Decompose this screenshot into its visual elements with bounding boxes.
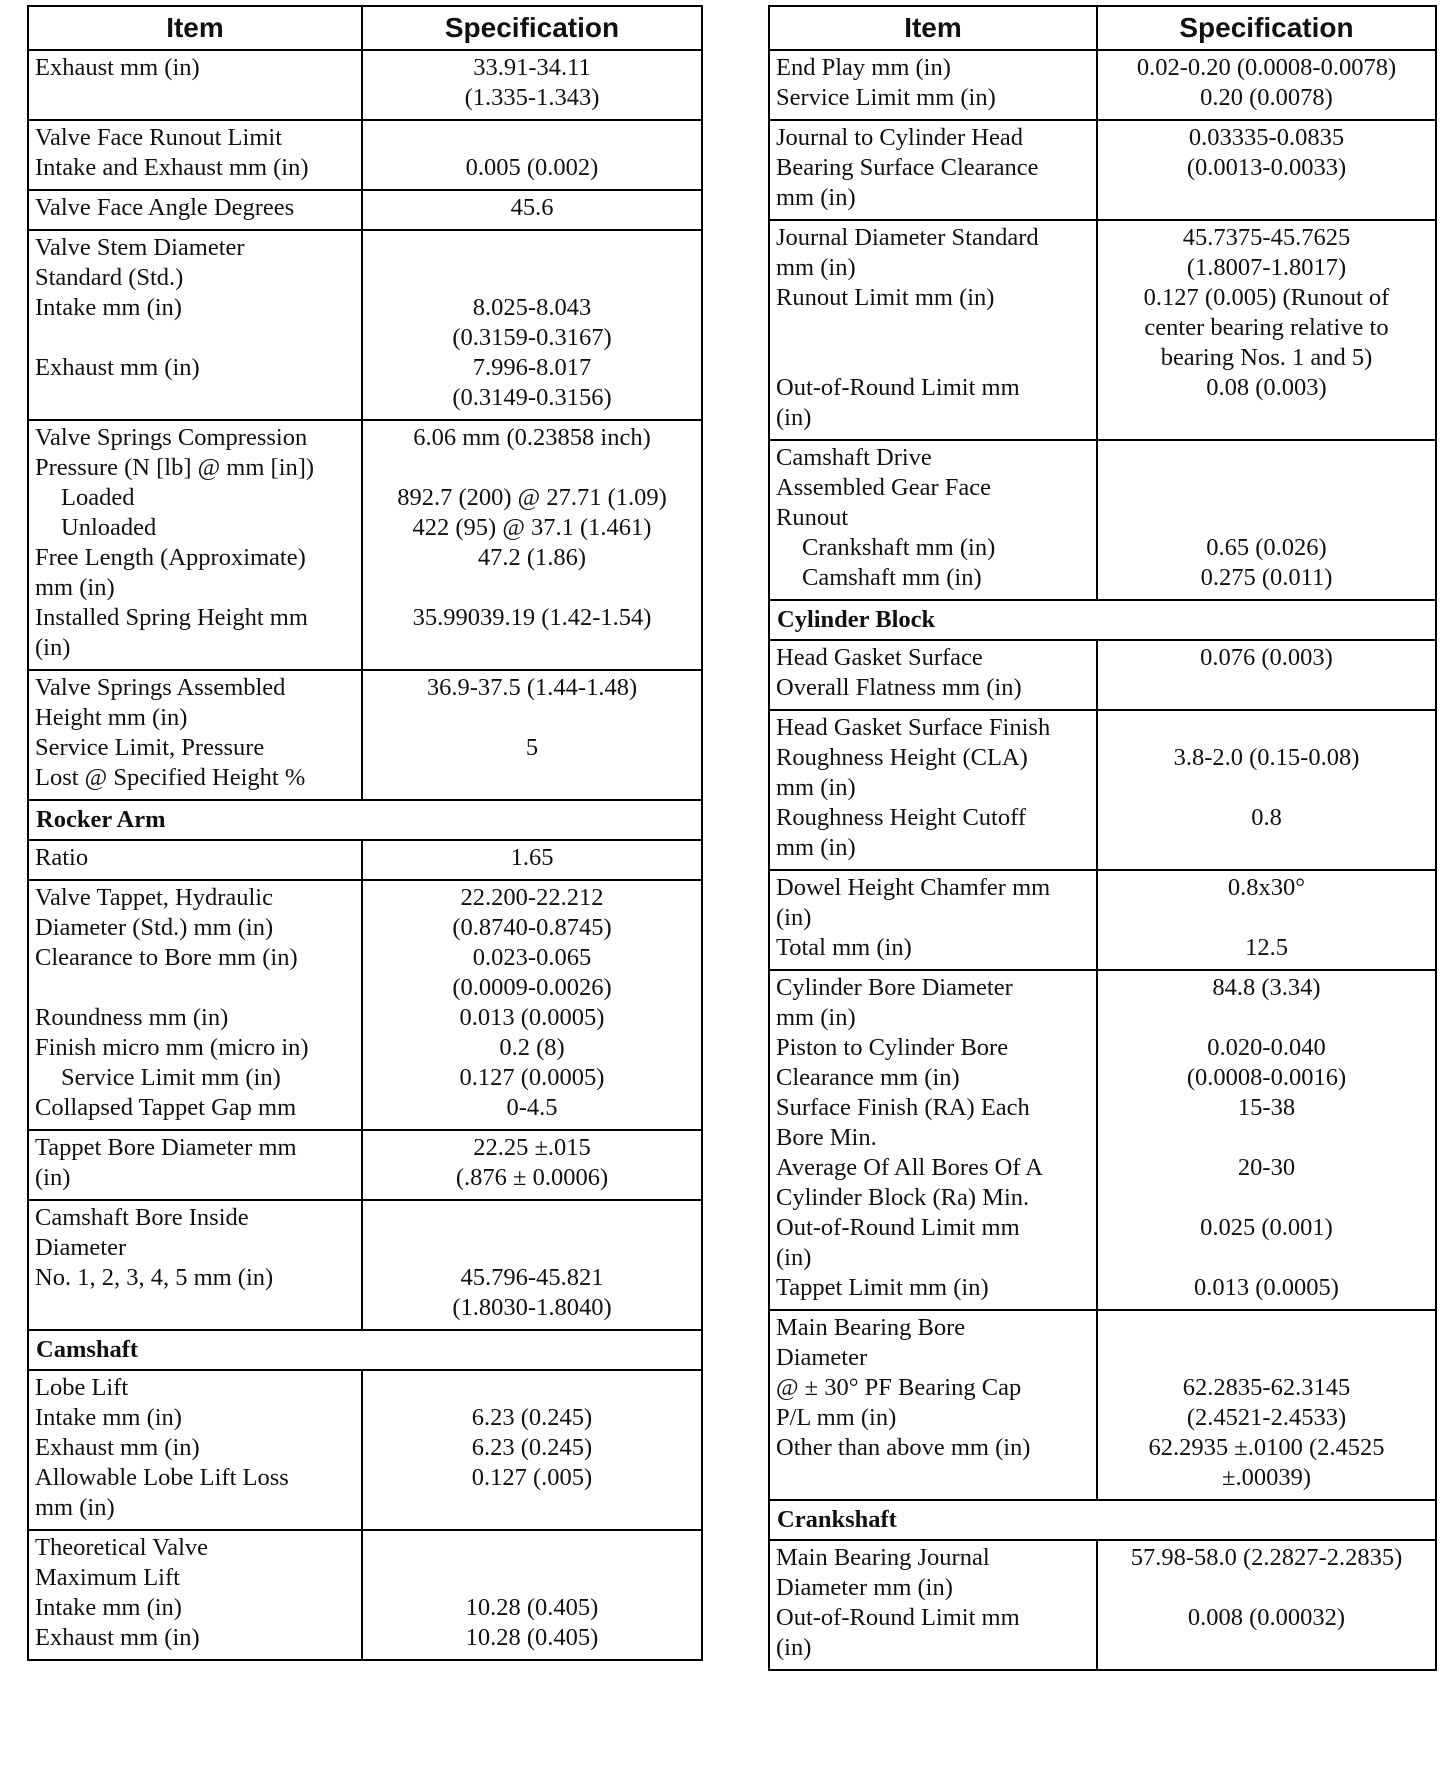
table-row (769, 1540, 1436, 1670)
spec-line (1104, 403, 1429, 433)
spec-line: (1.335-1.343) (464, 84, 600, 111)
item-line: Standard (Std.) (35, 264, 184, 291)
spec-line: 36.9-37.5 (1.44-1.48) (426, 674, 638, 701)
spec-line: 7.996-8.017 (472, 354, 592, 381)
item-line: Diameter mm (in) (776, 1573, 953, 1601)
spec-line: ±.00039) (1222, 1463, 1311, 1491)
spec-line: center bearing relative to (1144, 314, 1389, 341)
item-line: No. 1, 2, 3, 4, 5 mm (in) (35, 1263, 274, 1291)
item-line (776, 313, 1090, 343)
item-line: Diameter (35, 1233, 127, 1261)
table-row (28, 840, 702, 880)
spec-line: 0.2 (8) (499, 1033, 565, 1061)
table-header-row (769, 6, 1436, 50)
item-cell (769, 1540, 1097, 1670)
spec-line: 0.275 (0.011) (1200, 564, 1333, 591)
item-line: Other than above mm (in) (776, 1433, 1031, 1461)
item-line: Journal to Cylinder Head (776, 124, 1023, 151)
item-line: Pressure (N [lb] @ mm [in]) (35, 454, 315, 481)
table-row (28, 1530, 702, 1660)
spec-line: 10.28 (0.405) (465, 1623, 599, 1651)
spec-line: 35.99039.19 (1.42-1.54) (412, 604, 652, 631)
item-cell (769, 120, 1097, 220)
spec-line (1104, 183, 1429, 213)
item-line: (in) (776, 903, 812, 931)
spec-cell (362, 420, 702, 670)
spec-line: 0.20 (0.0078) (1200, 84, 1333, 111)
item-line: Journal Diameter Standard (776, 224, 1039, 251)
spec-line: 0.65 (0.026) (1206, 534, 1327, 561)
item-line: Roughness Height Cutoff (776, 803, 1026, 831)
spec-table-right-body (769, 50, 1436, 1670)
spec-line: 0.025 (0.001) (1200, 1213, 1333, 1241)
spec-line (1104, 773, 1429, 803)
spec-line: 20-30 (1237, 1153, 1296, 1181)
spec-table-right (768, 5, 1437, 1671)
item-line: Crankshaft mm (in) (802, 534, 996, 561)
spec-cell (362, 190, 702, 230)
item-line: Lobe Lift (35, 1373, 129, 1401)
item-line: Finish micro mm (micro in) (35, 1033, 309, 1061)
spec-line (1104, 713, 1429, 743)
spec-line: 62.2835-62.3145 (1182, 1373, 1351, 1401)
item-line (776, 1463, 1090, 1493)
spec-line: 0.005 (0.002) (465, 154, 599, 181)
spec-line: 84.8 (3.34) (1212, 973, 1321, 1001)
table-row (769, 1310, 1436, 1500)
spec-line (369, 233, 695, 263)
item-cell (28, 1200, 362, 1330)
spec-cell (362, 50, 702, 120)
item-line (35, 83, 355, 113)
spec-cell (362, 670, 702, 800)
item-cell (769, 220, 1097, 440)
spec-line (1104, 673, 1429, 703)
spec-cell (362, 1370, 702, 1530)
table-row (28, 420, 702, 670)
item-line: Assembled Gear Face (776, 474, 991, 501)
item-line: Runout (776, 504, 849, 531)
spec-line (1104, 1183, 1429, 1213)
spec-line (1104, 1573, 1429, 1603)
spec-cell (362, 230, 702, 420)
item-cell (28, 1370, 362, 1530)
item-line: mm (in) (35, 1493, 115, 1521)
item-line: Main Bearing Journal (776, 1543, 990, 1571)
spec-line (369, 263, 695, 293)
spec-line: bearing Nos. 1 and 5) (1160, 344, 1373, 371)
column-header-specification: Specification (1097, 6, 1436, 50)
item-line: Head Gasket Surface Finish (776, 713, 1051, 741)
spec-cell (362, 880, 702, 1130)
item-line: P/L mm (in) (776, 1403, 897, 1431)
item-line: @ ± 30° PF Bearing Cap (776, 1373, 1022, 1401)
spec-line: 1.65 (510, 843, 554, 871)
spec-line: 45.6 (510, 194, 554, 221)
item-line: Piston to Cylinder Bore (776, 1033, 1009, 1061)
spec-line: 0.8 (1251, 803, 1282, 831)
spec-line: 47.2 (1.86) (477, 544, 587, 571)
spec-line: 3.8-2.0 (0.15-0.08) (1173, 743, 1360, 771)
item-line: Diameter (776, 1343, 868, 1371)
section-title: Rocker Arm (28, 800, 702, 840)
item-line: mm (in) (776, 773, 856, 801)
item-line: Head Gasket Surface (776, 643, 983, 671)
item-line: Exhaust mm (in) (35, 354, 200, 381)
section-header-row (28, 800, 702, 840)
spec-line: 6.06 mm (0.23858 inch) (413, 424, 651, 451)
spec-line: 6.23 (0.245) (471, 1403, 593, 1431)
spec-line: 0.02-0.20 (0.0008-0.0078) (1136, 54, 1397, 81)
table-row (769, 640, 1436, 710)
item-line: Camshaft mm (in) (802, 564, 982, 591)
spec-line: 15-38 (1237, 1093, 1296, 1121)
item-line: Runout Limit mm (in) (776, 284, 995, 311)
column-header-specification: Specification (362, 6, 702, 50)
table-header-row (28, 6, 702, 50)
item-line: (in) (35, 634, 71, 661)
item-cell (769, 970, 1097, 1310)
spec-cell (362, 840, 702, 880)
item-line: Surface Finish (RA) Each (776, 1093, 1030, 1121)
item-cell (28, 670, 362, 800)
spec-line: 6.23 (0.245) (471, 1433, 593, 1461)
spec-cell (1097, 710, 1436, 870)
spec-line: 0.127 (.005) (471, 1463, 593, 1491)
spec-line: 45.796-45.821 (460, 1263, 604, 1291)
table-row (28, 1200, 702, 1330)
spec-cell (362, 1530, 702, 1660)
item-line: Intake mm (in) (35, 294, 182, 321)
spec-line (369, 1233, 695, 1263)
spec-table-left (27, 5, 703, 1661)
spec-line: (0.0009-0.0026) (452, 973, 612, 1001)
spec-line (1104, 1243, 1429, 1273)
item-cell (769, 1310, 1097, 1500)
item-line: Valve Stem Diameter (35, 234, 245, 261)
spec-line (1104, 473, 1429, 503)
spec-cell (362, 1130, 702, 1200)
spec-line: 0.013 (0.0005) (1194, 1273, 1339, 1301)
spec-line: 0.008 (0.00032) (1187, 1603, 1346, 1631)
item-cell (28, 120, 362, 190)
spec-line: 0.023-0.065 (472, 943, 592, 971)
item-line: Height mm (in) (35, 704, 188, 731)
item-line: Tappet Limit mm (in) (776, 1273, 989, 1301)
spec-line: 0.076 (0.003) (1200, 643, 1333, 671)
item-line: (in) (776, 1243, 812, 1271)
spec-line (369, 123, 695, 153)
table-row (769, 970, 1436, 1310)
spec-cell (1097, 970, 1436, 1310)
item-line: Lost @ Specified Height % (35, 764, 306, 791)
spec-line: (0.0008-0.0016) (1186, 1063, 1347, 1091)
item-line: Valve Springs Assembled (35, 674, 286, 701)
spec-line: 0.03335-0.0835 (1188, 124, 1345, 151)
spec-cell (362, 120, 702, 190)
item-line: mm (in) (776, 254, 856, 281)
spec-line (1104, 1313, 1429, 1343)
item-line: Service Limit, Pressure (35, 734, 265, 761)
item-line: Unloaded (61, 514, 157, 541)
item-cell (769, 870, 1097, 970)
spec-line (369, 1203, 695, 1233)
item-line: Out-of-Round Limit mm (776, 1213, 1020, 1241)
item-line: Roundness mm (in) (35, 1003, 229, 1031)
item-cell (28, 50, 362, 120)
spec-line (369, 1493, 695, 1523)
spec-line (1104, 1003, 1429, 1033)
spec-line (1104, 1343, 1429, 1373)
item-cell (28, 1530, 362, 1660)
item-line: Allowable Lobe Lift Loss (35, 1463, 289, 1491)
item-line: Dowel Height Chamfer mm (776, 873, 1051, 901)
item-line: Valve Tappet, Hydraulic (35, 883, 273, 911)
item-line: Collapsed Tappet Gap mm (35, 1093, 297, 1121)
item-line: Free Length (Approximate) (35, 544, 306, 571)
item-line: Intake and Exhaust mm (in) (35, 154, 309, 181)
spec-line: 0-4.5 (506, 1093, 558, 1121)
spec-line: 0.127 (0.005) (Runout of (1143, 284, 1390, 311)
item-cell (769, 50, 1097, 120)
item-line: Camshaft Drive (776, 444, 932, 471)
item-line (35, 1293, 355, 1323)
spec-line: 22.200-22.212 (460, 883, 604, 911)
item-cell (28, 840, 362, 880)
item-line: Valve Face Runout Limit (35, 124, 282, 151)
table-row (28, 230, 702, 420)
item-line: Clearance mm (in) (776, 1063, 960, 1091)
spec-cell (362, 1200, 702, 1330)
item-line: Main Bearing Bore (776, 1313, 966, 1341)
item-line: mm (in) (776, 184, 856, 211)
spec-line: (2.4521-2.4533) (1186, 1403, 1347, 1431)
spec-line (369, 1563, 695, 1593)
spec-line (369, 763, 695, 793)
table-row (769, 440, 1436, 600)
column-header-item: Item (769, 6, 1097, 50)
item-line (776, 343, 1090, 373)
spec-line: 5 (525, 734, 539, 761)
item-line: End Play mm (in) (776, 54, 951, 81)
spec-cell (1097, 50, 1436, 120)
table-row (769, 710, 1436, 870)
item-line: Diameter (Std.) mm (in) (35, 913, 274, 941)
item-line: Out-of-Round Limit mm (776, 1603, 1020, 1631)
spec-line (1104, 503, 1429, 533)
spec-line (1104, 443, 1429, 473)
spec-line: (.876 ± 0.0006) (455, 1163, 609, 1191)
table-row (28, 1130, 702, 1200)
item-line: Clearance to Bore mm (in) (35, 943, 298, 971)
table-row (28, 1370, 702, 1530)
item-line: Exhaust mm (in) (35, 1623, 200, 1651)
column-header-item: Item (28, 6, 362, 50)
spec-line: 22.25 ±.015 (473, 1133, 591, 1161)
spec-line (369, 1533, 695, 1563)
item-line: Theoretical Valve (35, 1533, 209, 1561)
spec-line: (1.8007-1.8017) (1186, 254, 1347, 281)
spec-line (369, 633, 695, 663)
item-line: Exhaust mm (in) (35, 54, 200, 81)
spec-line: 33.91-34.11 (473, 54, 591, 81)
spec-line: 892.7 (200) @ 27.71 (1.09) (397, 484, 667, 511)
item-line: Intake mm (in) (35, 1403, 182, 1431)
table-row (28, 880, 702, 1130)
table-row (769, 220, 1436, 440)
spec-line: 422 (95) @ 37.1 (1.461) (412, 514, 652, 541)
section-header-row (28, 1330, 702, 1370)
spec-line (1104, 1633, 1429, 1663)
section-header-row (769, 1500, 1436, 1540)
item-line: Service Limit mm (in) (61, 1063, 281, 1091)
spec-line (369, 573, 695, 603)
item-cell (28, 190, 362, 230)
spec-line: 0.08 (0.003) (1206, 374, 1327, 401)
spec-cell (1097, 870, 1436, 970)
item-line: mm (in) (776, 1003, 856, 1031)
spec-cell (1097, 120, 1436, 220)
table-row (28, 120, 702, 190)
spec-line: (0.0013-0.0033) (1186, 154, 1347, 181)
spec-cell (1097, 640, 1436, 710)
spec-line (1104, 903, 1429, 933)
item-line: Total mm (in) (776, 933, 912, 961)
item-line (35, 973, 355, 1003)
item-line: Valve Springs Compression (35, 424, 308, 451)
spec-line: 0.8x30° (1227, 873, 1306, 901)
item-line: Cylinder Bore Diameter (776, 973, 1013, 1001)
section-title: Camshaft (28, 1330, 702, 1370)
spec-table-left-body (28, 50, 702, 1660)
table-row (769, 120, 1436, 220)
spec-line (369, 1373, 695, 1403)
table-row (28, 50, 702, 120)
spec-line: 8.025-8.043 (472, 294, 592, 321)
item-cell (28, 230, 362, 420)
spec-line: 45.7375-45.7625 (1182, 224, 1351, 251)
item-line: Overall Flatness mm (in) (776, 673, 1022, 701)
item-line: Out-of-Round Limit mm (776, 374, 1020, 401)
item-line: mm (in) (776, 833, 856, 861)
section-header-row (769, 600, 1436, 640)
item-line: Intake mm (in) (35, 1593, 182, 1621)
spec-line (1104, 1123, 1429, 1153)
item-cell (28, 880, 362, 1130)
item-line: Valve Face Angle Degrees (35, 194, 295, 221)
item-line (35, 383, 355, 413)
item-line: Average Of All Bores Of A (776, 1153, 1043, 1181)
spec-line: (0.3159-0.3167) (452, 324, 612, 351)
spec-line: (1.8030-1.8040) (452, 1293, 612, 1321)
item-line (35, 323, 355, 353)
spec-cell (1097, 220, 1436, 440)
table-row (769, 870, 1436, 970)
table-row (28, 670, 702, 800)
item-line: Maximum Lift (35, 1563, 180, 1591)
item-line: Service Limit mm (in) (776, 84, 996, 111)
spec-line: 62.2935 ±.0100 (2.4525 (1148, 1433, 1385, 1461)
section-title: Crankshaft (769, 1500, 1436, 1540)
spec-cell (1097, 440, 1436, 600)
spec-line: 0.127 (0.0005) (459, 1063, 605, 1091)
item-cell (769, 640, 1097, 710)
item-line: Tappet Bore Diameter mm (35, 1133, 297, 1161)
section-title: Cylinder Block (769, 600, 1436, 640)
item-cell (769, 710, 1097, 870)
item-line: mm (in) (35, 574, 115, 601)
spec-line: 12.5 (1245, 933, 1288, 961)
spec-cell (1097, 1310, 1436, 1500)
item-cell (769, 440, 1097, 600)
spec-line: 0.013 (0.0005) (459, 1003, 605, 1031)
spec-line: (0.8740-0.8745) (452, 913, 612, 941)
item-line: Exhaust mm (in) (35, 1433, 200, 1461)
table-row (769, 50, 1436, 120)
item-line: (in) (776, 404, 812, 431)
item-line: Camshaft Bore Inside (35, 1203, 249, 1231)
item-line: Loaded (61, 484, 135, 511)
spec-line: 57.98-58.0 (2.2827-2.2835) (1130, 1543, 1403, 1571)
item-line: Roughness Height (CLA) (776, 743, 1028, 771)
item-line: (in) (776, 1633, 812, 1661)
spec-line: 0.020-0.040 (1207, 1033, 1326, 1061)
item-cell (28, 420, 362, 670)
spec-line: 10.28 (0.405) (465, 1593, 599, 1621)
spec-line (369, 453, 695, 483)
item-line: Bore Min. (776, 1123, 877, 1151)
spec-line: (0.3149-0.3156) (452, 384, 612, 411)
item-line: Installed Spring Height mm (35, 604, 308, 631)
table-row (28, 190, 702, 230)
spec-cell (1097, 1540, 1436, 1670)
spec-line (369, 703, 695, 733)
item-line: (in) (35, 1163, 71, 1191)
item-line: Cylinder Block (Ra) Min. (776, 1183, 1030, 1211)
item-line: Ratio (35, 843, 89, 871)
item-line: Bearing Surface Clearance (776, 154, 1039, 181)
spec-line (1104, 833, 1429, 863)
item-cell (28, 1130, 362, 1200)
